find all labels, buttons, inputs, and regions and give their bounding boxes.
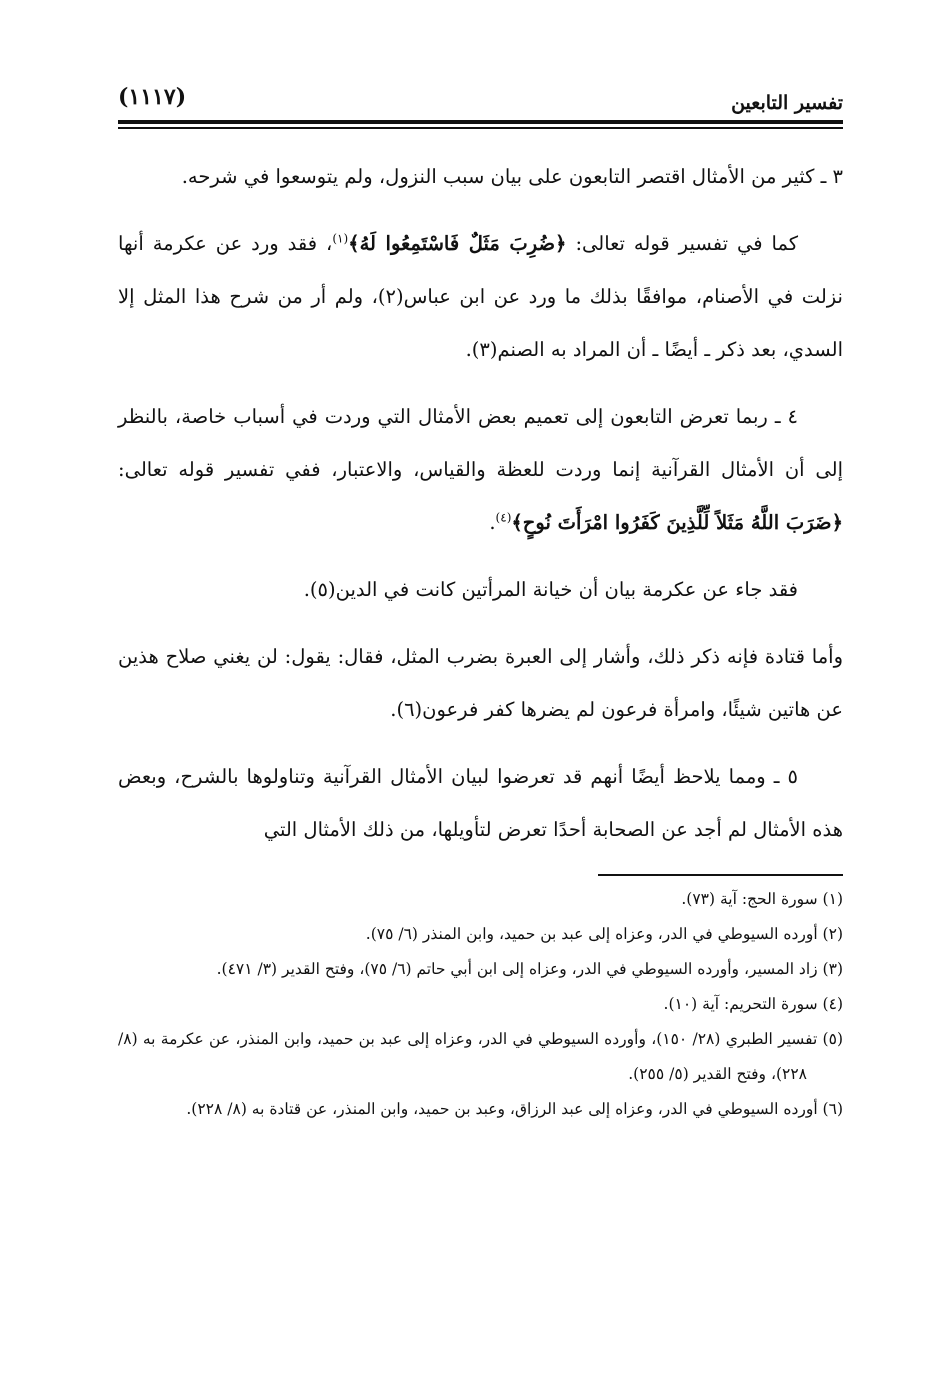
paragraph-text: وأما قتادة فإنه ذكر ذلك، وأشار إلى العبرة بضرب المثل، فقال: يقول: لن يغني صلاح هذين عن هاتين شيئًا، وامرأة فرعون لم يضرها كفر فرعون(٦). [118,645,843,721]
paragraph [118,390,843,549]
footnotes [118,882,843,1127]
paragraph [118,630,843,736]
paragraph [118,150,843,203]
footnote: (٢) أورده السيوطي في الدر، وعزاه إلى عبد بن حميد، وابن المنذر (٦/ ٧٥). [365,925,843,943]
header-rule-thick [118,120,843,124]
quran-verse: ﴿ضَرَبَ اللَّهُ مَثَلاً لِّلَّذِينَ كَفَرُوا امْرَأَتَ نُوحٍ﴾ [511,511,843,534]
paragraph-text: . [489,511,496,534]
header-rule-thin [118,127,843,129]
footnote-ref: (٤) [495,510,512,525]
footnote-ref: (١) [332,231,349,246]
footnote-separator [598,874,843,876]
paragraph [118,750,843,856]
paragraph-text: ٤ ـ ربما تعرض التابعون إلى تعميم بعض الأمثال التي وردت في أسباب خاصة، بالنظر إلى أن الأمثال القرآنية إنما وردت للعظة والقياس، والاعتبار، ففي تفسير قوله تعالى: [118,405,843,481]
page-number: (١١١٧) [118,84,187,110]
paragraph-text: كما في تفسير قوله تعالى: [566,232,798,255]
footnote: (٣) زاد المسير، وأورده السيوطي في الدر، وعزاه إلى ابن أبي حاتم (٦/ ٧٥)، وفتح القدير (٣/ ٤٧١). [216,960,843,978]
paragraph-text: فقد جاء عن عكرمة بيان أن خيانة المرأتين كانت في الدين(٥). [303,578,798,601]
paragraph-text: ٥ ـ ومما يلاحظ أيضًا أنهم قد تعرضوا لبيان الأمثال القرآنية وتناولوها بالشرح، وبعض هذه الأمثال لم أجد عن الصحابة أحدًا تعرض لتأويلها، من ذلك الأمثال التي [118,765,843,841]
paragraph-text: ، فقد ورد عن عكرمة أنها نزلت في الأصنام، موافقًا بذلك ما ورد عن ابن عباس(٢)، ولم أر من شرح هذا المثل إلا السدي، بعد ذكر ـ أيضًا ـ أن المراد به الصنم(٣). [118,232,843,361]
footnote: (١) سورة الحج: آية (٧٣). [681,890,843,908]
footnote: (٦) أورده السيوطي في الدر، وعزاه إلى عبد الرزاق، وعبد بن حميد، وابن المنذر، عن قتادة به (٨/ ٢٢٨). [186,1100,843,1118]
paragraph-text: ٣ ـ كثير من الأمثال اقتصر التابعون على بيان سبب النزول، ولم يتوسعوا في شرحه. [181,165,843,188]
footnote: (٥) تفسير الطبري (٢٨/ ١٥٠)، وأورده السيوطي في الدر، وعزاه إلى عبد بن حميد، وابن المنذر، عن عكرمة به (٨/ ٢٢٨)، وفتح القدير (٥/ ٢٥٥). [118,1030,843,1083]
paragraph [118,563,843,616]
main-text [118,150,843,870]
footnote: (٤) سورة التحريم: آية (١٠). [663,995,843,1013]
paragraph [118,217,843,376]
running-title: تفسير التابعين [731,92,843,114]
quran-verse: ﴿ضُرِبَ مَثَلٌ فَاسْتَمِعُوا لَهُ﴾ [348,232,567,255]
